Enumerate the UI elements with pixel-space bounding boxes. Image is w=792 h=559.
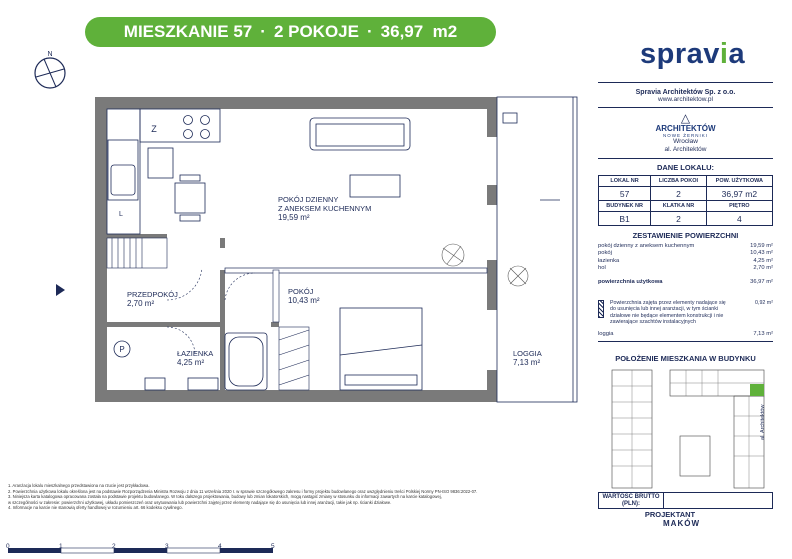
door-swings [167, 268, 255, 355]
scale-tick: 3 [165, 543, 169, 550]
room-label-hall: PRZEDPOKÓJ 2,70 m² [127, 290, 178, 308]
area-row: pokój 10,43 m² [598, 250, 773, 257]
loggia-plant-icon [508, 266, 528, 286]
info-panel [598, 78, 773, 346]
washer-symbol: P [119, 345, 125, 354]
scale-tick: 1 [59, 543, 63, 550]
footnotes: 1. Aranżacja lokalu mieszkalnego przedstawiona na rzucie jest przykładowa. 2. Powierzchnia użytkowa lokalu określona jest na podstawie Rozporządzenia Ministra Rozwoju z dnia 11 września 2020 r. w sprawie szczegółowego zakresu i formy projektu budowlanego oraz uwzględnieniu treści Polskiej Normy PN-ISO 9836:2022-07. 3. Niniejsza karta katalogowa opracowana została na podstawie projektu budowlanego. W toku dalszego projektowania, budowy lub zmian lokatorskich, mogą nastąpić zmiany w stosunku do informacji zawartych na karcie katalogowej, w szczególności w zakresie: powierzchni użytkowej, układu pomieszczeń oraz usytuowania lub powierzchni zajętej przez elementy nadające się do usunięcia lub innej aranżacji, takie jak np. ścianki działowe. 4. Informacje na karcie nie stanowią oferty handlowej w rozumieniu art. 66 kodeksu cywilnego. [8, 483, 478, 511]
building-location-title: POŁOŻENIE MIESZKANIA W BUDYNKU [615, 354, 756, 363]
sofa [310, 118, 410, 197]
unit-data-table: LOKAL NR LICZBA POKOI POW. UŻYTKOWA 57 2 36,97 m2 BUDYNEK NR KLATKA NR PIĘTRO B1 2 4 [598, 175, 773, 226]
room-label-bedroom: POKÓJ 10,43 m² [288, 287, 320, 305]
washbasin [188, 378, 218, 390]
price-value [664, 493, 772, 508]
apartment-banner [85, 17, 496, 47]
zestawienie-title: ZESTAWIENIE POWIERZCHNI [632, 231, 739, 240]
area-row: łazienka 4,25 m² [598, 257, 773, 264]
makow-logo: MAKÓW [663, 519, 700, 528]
company-url: www.architektow.pl [658, 96, 713, 103]
plant-icon [442, 244, 464, 266]
architektow-logo: △ ARCHITEKTÓW NOWE ŻERNIKI [655, 111, 716, 138]
company-name: Spravia Architektów Sp. z o.o. [635, 89, 736, 96]
bathtub [225, 333, 267, 390]
projektant-label: PROJEKTANT [644, 510, 696, 519]
scale-tick: 5 [271, 543, 275, 550]
scale-tick: 0 [6, 543, 10, 550]
compass-icon [35, 58, 65, 88]
dining-table [175, 175, 205, 221]
room-label-bathroom: ŁAZIENKA 4,25 m² [177, 349, 214, 367]
apartment-number: MIESZKANIE 57 [123, 22, 253, 41]
scale-bar [8, 547, 298, 555]
compass-north-label: N [47, 51, 53, 58]
scale-tick: 4 [218, 543, 222, 550]
kitchen-counter [107, 109, 220, 234]
area-row: hol 2,70 m² [598, 265, 773, 272]
exterior-walls [95, 97, 497, 402]
building-location-plan [604, 366, 774, 491]
wardrobe-living [107, 238, 167, 268]
scale-tick: 2 [112, 543, 116, 550]
fridge-symbol: Z [151, 124, 157, 134]
spravia-logo: spravia [640, 38, 746, 70]
room-label-living: POKÓJ DZIENNY Z ANEKSEM KUCHENNYM 19,59 m² [278, 195, 372, 222]
entrance-arrow-icon [56, 284, 65, 296]
removable-elements-note: Powierzchnia zajęta przez elementy nadające się do usunięcia lub innej aranżacji, w tym ścianki działowe nie będące elementem konstrukcji i nie zawierające szachtów instalacyjnych 0,92 m² [598, 300, 773, 325]
room-count: 2 POKOJE [273, 22, 359, 41]
stove-icon [184, 116, 210, 139]
loggia-area-row: loggia 7,13 m² [598, 331, 773, 338]
banner-dot: · [366, 22, 373, 41]
apartment-area: 36,97 m2 [380, 22, 458, 41]
price-box [598, 492, 773, 509]
dishwasher-symbol: L [119, 211, 123, 218]
area-list [598, 243, 773, 286]
bed [340, 308, 422, 390]
floor-plan [0, 50, 598, 480]
area-row: pokój dzienny z aneksem kuchennym 19,59 m² [598, 243, 773, 249]
room-label-loggia: LOGGIA 7,13 m² [513, 349, 542, 367]
price-label: WARTOŚĆ BRUTTO (PLN): [599, 493, 664, 508]
address: Wrocław al. Architektów [664, 138, 707, 153]
toilet [145, 378, 165, 390]
hatch-legend-icon [598, 300, 604, 318]
street-label: al. Architektów [760, 404, 766, 440]
area-total: powierzchnia użytkowa 36,97 m² [598, 278, 773, 285]
dane-lokalu-title: DANE LOKALU: [656, 163, 715, 172]
banner-dot: · [260, 22, 266, 41]
wardrobe-bedroom [279, 327, 309, 390]
